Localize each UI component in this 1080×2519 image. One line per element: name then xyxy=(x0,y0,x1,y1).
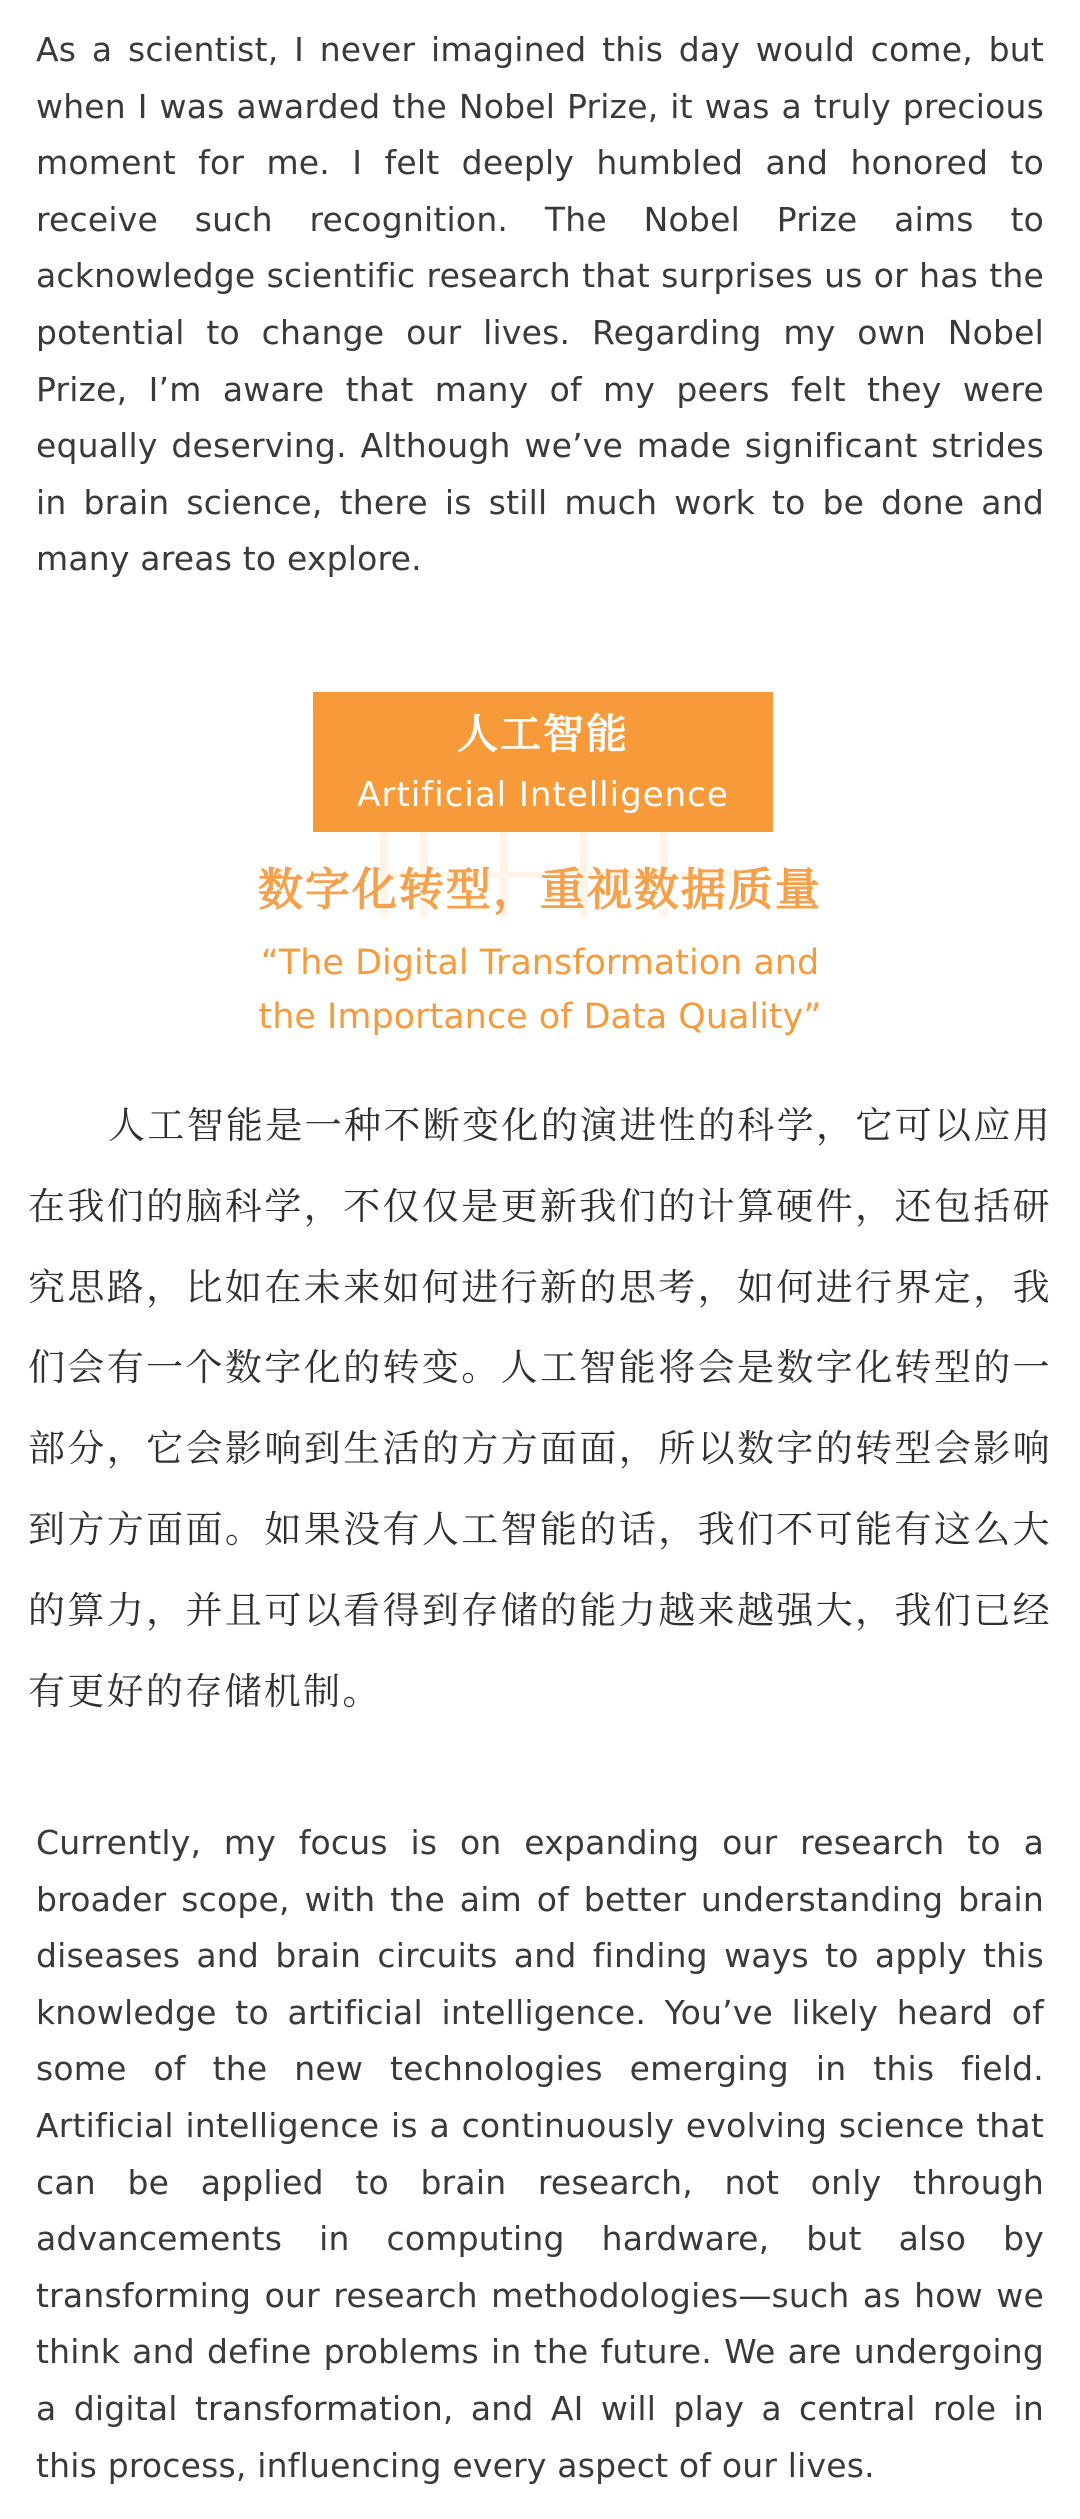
section-title-cn: 人工智能 xyxy=(457,710,629,758)
chinese-paragraph-ai xyxy=(28,1086,1052,1732)
subtitle-en xyxy=(0,936,1080,1044)
english-paragraph-nobel: As a scientist, I never imagined this day would come, but when I was awarded the Nobel Prize, it was a truly precious moment for me. I felt deeply humbled and honored to receive such recognition. The Nobel Prize aims to acknowledge scientific research that surprises us or has the potential to change our lives. Regarding my own Nobel Prize, I’m aware that many of my peers felt they were equally deserving. Although we’ve made significant strides in brain science, there is still much work to be done and many areas to explore. xyxy=(36,30,1044,579)
subtitle-cn: 数字化转型，重视数据质量 xyxy=(257,863,822,916)
section-title-en: Artificial Intelligence xyxy=(357,775,729,815)
subtitle-en-line-2: the Importance of Data Quality” xyxy=(258,997,822,1037)
section-title-badge xyxy=(313,692,773,832)
subtitle-en-line-1: “The Digital Transformation and xyxy=(260,943,820,983)
english-paragraph-ai: Currently, my focus is on expanding our research to a broader scope, with the aim of better understanding brain diseases and brain circuits and finding ways to apply this knowledge to artificial intelligence. You’ve likely heard of some of the new technologies emerging in this field. Artificial intelligence is a continuously evolving science that can be applied to brain research, not only through advancements in computing hardware, but also by transforming our research methodologies—such as how we think and define problems in the future. We are undergoing a digital transformation, and AI will play a central role in this process, influencing every aspect of our lives. xyxy=(36,1823,1044,2485)
chinese-paragraph-text: 人工智能是一种不断变化的演进性的科学，它可以应用在我们的脑科学，不仅仅是更新我们的计算硬件，还包括研究思路，比如在未来如何进行新的思考，如何进行界定，我们会有一个数字化的转变。人工智能将会是数字化转型的一部分，它会影响到生活的方方面面，所以数字的转型会影响到方方面面。如果没有人工智能的话，我们不可能有这么大的算力，并且可以看得到存储的能力越来越强大，我们已经有更好的存储机制。 xyxy=(28,1104,1052,1713)
